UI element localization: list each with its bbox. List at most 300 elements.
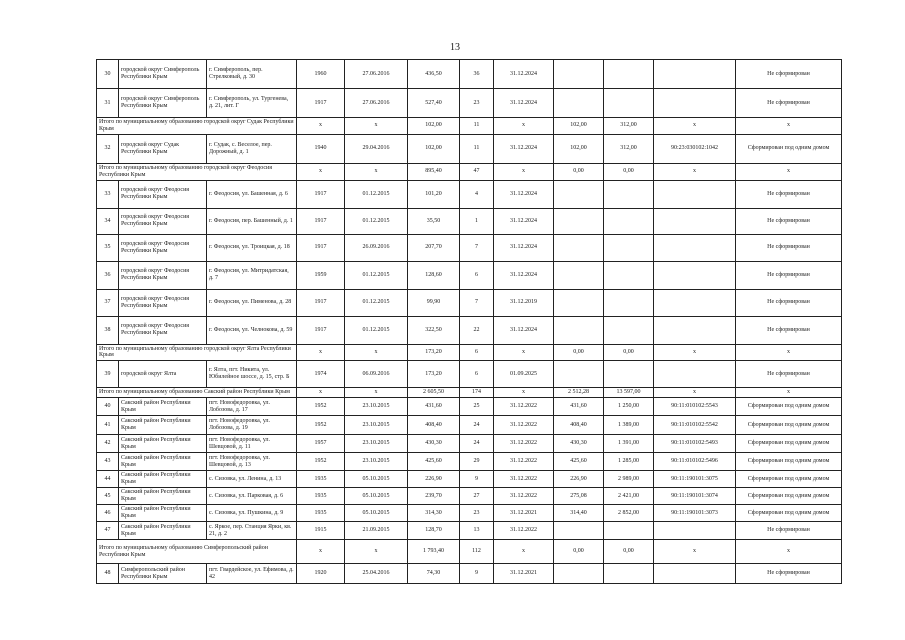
land-size-cell (604, 361, 654, 388)
land-size-cell: 13 597,00 (604, 388, 654, 398)
subtotal-label: Итого по муниципальному образованию городской округ Феодосия Республики Крым (97, 163, 297, 180)
land-status-cell: Не сформирован (736, 261, 842, 289)
residents-count-cell: 4 (460, 180, 494, 208)
area-cell: 74,30 (408, 564, 460, 584)
table-row (97, 488, 842, 505)
resettlement-date-cell: 31.12.2024 (494, 134, 554, 163)
land-size-cell (604, 522, 654, 540)
residents-count-cell: 9 (460, 564, 494, 584)
subtotal-label: Итого по муниципальному образованию городской округ Ялта Республики Крым (97, 344, 297, 361)
land-area-cell: 431,60 (554, 398, 604, 416)
year-cell: 1952 (297, 453, 345, 471)
resettlement-date-cell: 31.12.2021 (494, 505, 554, 522)
residents-count-cell: 27 (460, 488, 494, 505)
land-area-cell: 314,40 (554, 505, 604, 522)
land-size-cell (604, 261, 654, 289)
district-cell: городской округ Феодосия Республики Крым (119, 234, 207, 261)
year-cell: x (297, 118, 345, 135)
land-area-cell: 102,00 (554, 118, 604, 135)
residents-count-cell: 25 (460, 398, 494, 416)
subtotal-label: Итого по муниципальному образованию Сакский район Республики Крым (97, 388, 297, 398)
table-row (97, 208, 842, 234)
cadastral-number-cell: 90:11:010102:5543 (654, 398, 736, 416)
cadastral-number-cell (654, 522, 736, 540)
area-cell: 99,90 (408, 289, 460, 316)
address-cell: с. Сизовка, ул. Пушкина, д. 9 (207, 505, 297, 522)
land-area-cell (554, 289, 604, 316)
area-cell: 408,40 (408, 416, 460, 435)
area-cell: 173,20 (408, 344, 460, 361)
row-number: 44 (97, 471, 119, 488)
area-cell: 425,60 (408, 453, 460, 471)
cadastral-number-cell: 90:11:190101:3075 (654, 471, 736, 488)
row-number: 30 (97, 60, 119, 89)
address-cell: г. Феодосия, ул. Митридатская, д. 7 (207, 261, 297, 289)
year-cell: 1960 (297, 60, 345, 89)
land-size-cell (604, 208, 654, 234)
district-cell: городской округ Симферополь Республики Крым (119, 89, 207, 118)
area-cell: 102,00 (408, 118, 460, 135)
resettlement-date-cell: 31.12.2021 (494, 564, 554, 584)
recognition-date-cell: 23.10.2015 (345, 435, 408, 453)
row-number: 41 (97, 416, 119, 435)
land-size-cell: 1 389,00 (604, 416, 654, 435)
address-cell: г. Феодосия, ул. Пименова, д. 28 (207, 289, 297, 316)
land-area-cell (554, 522, 604, 540)
land-status-cell: Сформирован под одним домом (736, 398, 842, 416)
land-area-cell: 0,00 (554, 163, 604, 180)
land-status-cell: x (736, 540, 842, 564)
district-cell: городской округ Феодосия Республики Крым (119, 316, 207, 344)
residents-count-cell: 36 (460, 60, 494, 89)
residents-count-cell: 7 (460, 289, 494, 316)
land-area-cell (554, 60, 604, 89)
resettlement-date-cell: x (494, 344, 554, 361)
district-cell: Сакский район Республики Крым (119, 453, 207, 471)
page-number: 13 (450, 42, 460, 53)
row-number: 47 (97, 522, 119, 540)
address-cell: г. Судак, с. Веселое, пер. Дорожный, д. 1 (207, 134, 297, 163)
area-cell: 436,50 (408, 60, 460, 89)
residents-count-cell: 24 (460, 435, 494, 453)
cadastral-number-cell: 90:11:010102:5496 (654, 453, 736, 471)
address-cell: г. Феодосия, пер. Башенный, д. 1 (207, 208, 297, 234)
land-area-cell: 0,00 (554, 344, 604, 361)
area-cell: 430,30 (408, 435, 460, 453)
resettlement-date-cell: 31.12.2024 (494, 89, 554, 118)
area-cell: 1 793,40 (408, 540, 460, 564)
residents-count-cell: 23 (460, 89, 494, 118)
table-row (97, 289, 842, 316)
residents-count-cell: 13 (460, 522, 494, 540)
resettlement-date-cell: x (494, 540, 554, 564)
table-row (97, 180, 842, 208)
resettlement-date-cell: 31.12.2024 (494, 316, 554, 344)
row-number: 31 (97, 89, 119, 118)
residents-count-cell: 23 (460, 505, 494, 522)
table-row (97, 89, 842, 118)
recognition-date-cell: 01.12.2015 (345, 289, 408, 316)
land-size-cell: 1 250,00 (604, 398, 654, 416)
land-status-cell: x (736, 163, 842, 180)
land-size-cell: 2 989,00 (604, 471, 654, 488)
year-cell: 1917 (297, 208, 345, 234)
resettlement-date-cell: x (494, 163, 554, 180)
land-status-cell: Не сформирован (736, 289, 842, 316)
land-status-cell: Не сформирован (736, 361, 842, 388)
residents-count-cell: 6 (460, 361, 494, 388)
land-size-cell: 2 421,00 (604, 488, 654, 505)
cadastral-number-cell: x (654, 118, 736, 135)
residents-count-cell: 174 (460, 388, 494, 398)
cadastral-number-cell (654, 180, 736, 208)
area-cell: 35,50 (408, 208, 460, 234)
recognition-date-cell: 05.10.2015 (345, 488, 408, 505)
cadastral-number-cell (654, 234, 736, 261)
district-cell: городской округ Феодосия Республики Крым (119, 289, 207, 316)
resettlement-date-cell: 31.12.2022 (494, 453, 554, 471)
cadastral-number-cell: x (654, 163, 736, 180)
resettlement-date-cell: 31.12.2022 (494, 416, 554, 435)
residents-count-cell: 11 (460, 134, 494, 163)
address-cell: г. Ялта, пгт. Никита, ул. Юбилейное шоссе, д. 15, стр. Б (207, 361, 297, 388)
land-area-cell (554, 180, 604, 208)
recognition-date-cell: x (345, 540, 408, 564)
resettlement-date-cell: 31.12.2022 (494, 435, 554, 453)
year-cell: 1952 (297, 398, 345, 416)
land-status-cell: Сформирован под одним домом (736, 416, 842, 435)
residents-count-cell: 6 (460, 344, 494, 361)
residents-count-cell: 1 (460, 208, 494, 234)
year-cell: 1957 (297, 435, 345, 453)
land-size-cell: 0,00 (604, 163, 654, 180)
cadastral-number-cell: 90:11:190101:3074 (654, 488, 736, 505)
table-row (97, 564, 842, 584)
land-size-cell: 0,00 (604, 344, 654, 361)
address-cell: пгт. Новофедоровка, ул. Лобозова, д. 17 (207, 398, 297, 416)
recognition-date-cell: 23.10.2015 (345, 416, 408, 435)
recognition-date-cell: x (345, 388, 408, 398)
table-row (97, 398, 842, 416)
row-number: 46 (97, 505, 119, 522)
cadastral-number-cell (654, 89, 736, 118)
subtotal-row (97, 388, 842, 398)
cadastral-number-cell: x (654, 388, 736, 398)
cadastral-number-cell: 90:23:030102:1042 (654, 134, 736, 163)
land-status-cell: x (736, 388, 842, 398)
area-cell: 101,20 (408, 180, 460, 208)
resettlement-date-cell: 31.12.2022 (494, 398, 554, 416)
land-status-cell: Не сформирован (736, 522, 842, 540)
row-number: 32 (97, 134, 119, 163)
area-cell: 128,60 (408, 261, 460, 289)
district-cell: Сакский район Республики Крым (119, 435, 207, 453)
subtotal-row (97, 540, 842, 564)
land-size-cell: 1 391,00 (604, 435, 654, 453)
recognition-date-cell: 01.12.2015 (345, 208, 408, 234)
residents-count-cell: 24 (460, 416, 494, 435)
land-size-cell: 1 285,00 (604, 453, 654, 471)
table-row (97, 261, 842, 289)
area-cell: 322,50 (408, 316, 460, 344)
year-cell: 1917 (297, 316, 345, 344)
cadastral-number-cell (654, 564, 736, 584)
recognition-date-cell: 23.10.2015 (345, 398, 408, 416)
district-cell: Сакский район Республики Крым (119, 471, 207, 488)
area-cell: 527,40 (408, 89, 460, 118)
year-cell: 1920 (297, 564, 345, 584)
cadastral-number-cell (654, 316, 736, 344)
area-cell: 239,70 (408, 488, 460, 505)
cadastral-number-cell (654, 361, 736, 388)
address-cell: пгт. Новофедоровка, ул. Шевцовой, д. 13 (207, 453, 297, 471)
table-row (97, 471, 842, 488)
district-cell: городской округ Ялта (119, 361, 207, 388)
resettlement-date-cell: 31.12.2022 (494, 471, 554, 488)
land-status-cell: Не сформирован (736, 316, 842, 344)
land-area-cell: 275,08 (554, 488, 604, 505)
cadastral-number-cell (654, 60, 736, 89)
recognition-date-cell: 23.10.2015 (345, 453, 408, 471)
resettlement-date-cell: 01.09.2025 (494, 361, 554, 388)
district-cell: Сакский район Республики Крым (119, 505, 207, 522)
recognition-date-cell: 27.06.2016 (345, 89, 408, 118)
year-cell: x (297, 540, 345, 564)
year-cell: x (297, 344, 345, 361)
area-cell: 102,00 (408, 134, 460, 163)
row-number: 40 (97, 398, 119, 416)
land-area-cell (554, 261, 604, 289)
area-cell: 314,30 (408, 505, 460, 522)
land-size-cell (604, 60, 654, 89)
table-row (97, 234, 842, 261)
land-status-cell: x (736, 344, 842, 361)
year-cell: 1917 (297, 89, 345, 118)
area-cell: 431,60 (408, 398, 460, 416)
address-cell: г. Симферополь, ул. Тургенева, д. 21, лит. Г (207, 89, 297, 118)
area-cell: 895,40 (408, 163, 460, 180)
year-cell: 1940 (297, 134, 345, 163)
recognition-date-cell: x (345, 118, 408, 135)
land-area-cell (554, 564, 604, 584)
resettlement-date-cell: 31.12.2022 (494, 488, 554, 505)
subtotal-label: Итого по муниципальному образованию Симферопольский район Республики Крым (97, 540, 297, 564)
year-cell: 1935 (297, 471, 345, 488)
land-size-cell (604, 289, 654, 316)
land-status-cell: Не сформирован (736, 234, 842, 261)
area-cell: 2 605,50 (408, 388, 460, 398)
residents-count-cell: 11 (460, 118, 494, 135)
land-status-cell: Не сформирован (736, 564, 842, 584)
district-cell: Сакский район Республики Крым (119, 488, 207, 505)
land-size-cell (604, 180, 654, 208)
table-row (97, 316, 842, 344)
district-cell: городской округ Феодосия Республики Крым (119, 208, 207, 234)
land-area-cell (554, 234, 604, 261)
land-status-cell: Не сформирован (736, 60, 842, 89)
land-status-cell: Сформирован под одним домом (736, 488, 842, 505)
land-status-cell: Сформирован под одним домом (736, 435, 842, 453)
row-number: 35 (97, 234, 119, 261)
row-number: 33 (97, 180, 119, 208)
district-cell: городской округ Симферополь Республики Крым (119, 60, 207, 89)
cadastral-number-cell (654, 289, 736, 316)
cadastral-number-cell (654, 261, 736, 289)
recognition-date-cell: 05.10.2015 (345, 471, 408, 488)
year-cell: x (297, 388, 345, 398)
resettlement-date-cell: 31.12.2024 (494, 208, 554, 234)
recognition-date-cell: 29.04.2016 (345, 134, 408, 163)
row-number: 42 (97, 435, 119, 453)
table-row (97, 522, 842, 540)
area-cell: 226,90 (408, 471, 460, 488)
land-area-cell: 226,90 (554, 471, 604, 488)
cadastral-number-cell: x (654, 344, 736, 361)
recognition-date-cell: 26.09.2016 (345, 234, 408, 261)
row-number: 45 (97, 488, 119, 505)
district-cell: городской округ Феодосия Республики Крым (119, 180, 207, 208)
land-status-cell: x (736, 118, 842, 135)
cadastral-number-cell: 90:11:010102:5542 (654, 416, 736, 435)
land-status-cell: Сформирован под одним домом (736, 471, 842, 488)
row-number: 34 (97, 208, 119, 234)
address-cell: пгт. Новофедоровка, ул. Лобозова, д. 19 (207, 416, 297, 435)
resettlement-date-cell: 31.12.2024 (494, 261, 554, 289)
land-size-cell: 312,00 (604, 134, 654, 163)
cadastral-number-cell: x (654, 540, 736, 564)
year-cell: x (297, 163, 345, 180)
address-cell: г. Феодосия, ул. Башенная, д. 6 (207, 180, 297, 208)
district-cell: Сакский район Республики Крым (119, 398, 207, 416)
address-cell: г. Феодосия, ул. Челнокова, д. 59 (207, 316, 297, 344)
year-cell: 1917 (297, 180, 345, 208)
land-area-cell (554, 361, 604, 388)
recognition-date-cell: 01.12.2015 (345, 316, 408, 344)
subtotal-row (97, 344, 842, 361)
recognition-date-cell: 01.12.2015 (345, 180, 408, 208)
row-number: 48 (97, 564, 119, 584)
year-cell: 1917 (297, 289, 345, 316)
area-cell: 128,70 (408, 522, 460, 540)
residents-count-cell: 7 (460, 234, 494, 261)
address-cell: г. Симферополь, пер. Стрелковый, д. 30 (207, 60, 297, 89)
recognition-date-cell: 27.06.2016 (345, 60, 408, 89)
resettlement-date-cell: 31.12.2024 (494, 234, 554, 261)
year-cell: 1959 (297, 261, 345, 289)
address-cell: с. Сизовка, ул. Ленина, д. 13 (207, 471, 297, 488)
land-status-cell: Сформирован под одним домом (736, 505, 842, 522)
resettlement-date-cell: x (494, 388, 554, 398)
land-status-cell: Сформирован под одним домом (736, 453, 842, 471)
land-size-cell (604, 89, 654, 118)
area-cell: 207,70 (408, 234, 460, 261)
land-area-cell (554, 208, 604, 234)
table-row (97, 435, 842, 453)
row-number: 37 (97, 289, 119, 316)
address-cell: пгт. Новофедоровка, ул. Шевцовой, д. 11 (207, 435, 297, 453)
land-status-cell: Не сформирован (736, 208, 842, 234)
resettlement-date-cell: 31.12.2022 (494, 522, 554, 540)
district-cell: городской округ Феодосия Республики Крым (119, 261, 207, 289)
table-row (97, 134, 842, 163)
row-number: 39 (97, 361, 119, 388)
area-cell: 173,20 (408, 361, 460, 388)
table-row (97, 361, 842, 388)
land-status-cell: Не сформирован (736, 180, 842, 208)
year-cell: 1952 (297, 416, 345, 435)
land-size-cell: 0,00 (604, 540, 654, 564)
recognition-date-cell: 01.12.2015 (345, 261, 408, 289)
address-cell: с. Сизовка, ул. Парковая, д. 6 (207, 488, 297, 505)
subtotal-row (97, 163, 842, 180)
district-cell: Симферопольский район Республики Крым (119, 564, 207, 584)
recognition-date-cell: 21.09.2015 (345, 522, 408, 540)
housing-registry-table (96, 59, 842, 584)
table-row (97, 416, 842, 435)
row-number: 36 (97, 261, 119, 289)
district-cell: городской округ Судак Республики Крым (119, 134, 207, 163)
subtotal-label: Итого по муниципальному образованию городской округ Судак Республики Крым (97, 118, 297, 135)
district-cell: Сакский район Республики Крым (119, 522, 207, 540)
cadastral-number-cell (654, 208, 736, 234)
land-area-cell: 102,00 (554, 134, 604, 163)
residents-count-cell: 47 (460, 163, 494, 180)
year-cell: 1974 (297, 361, 345, 388)
table-row (97, 505, 842, 522)
table-row (97, 60, 842, 89)
recognition-date-cell: 25.04.2016 (345, 564, 408, 584)
land-area-cell: 430,30 (554, 435, 604, 453)
land-area-cell (554, 316, 604, 344)
resettlement-date-cell: 31.12.2019 (494, 289, 554, 316)
residents-count-cell: 6 (460, 261, 494, 289)
land-area-cell: 0,00 (554, 540, 604, 564)
land-status-cell: Не сформирован (736, 89, 842, 118)
land-size-cell: 312,00 (604, 118, 654, 135)
land-area-cell: 2 512,28 (554, 388, 604, 398)
recognition-date-cell: 06.09.2016 (345, 361, 408, 388)
land-area-cell (554, 89, 604, 118)
residents-count-cell: 112 (460, 540, 494, 564)
land-area-cell: 425,60 (554, 453, 604, 471)
subtotal-row (97, 118, 842, 135)
district-cell: Сакский район Республики Крым (119, 416, 207, 435)
cadastral-number-cell: 90:11:010102:5493 (654, 435, 736, 453)
year-cell: 1915 (297, 522, 345, 540)
table-body (97, 60, 842, 584)
row-number: 43 (97, 453, 119, 471)
table-row (97, 453, 842, 471)
year-cell: 1935 (297, 505, 345, 522)
land-size-cell (604, 316, 654, 344)
land-size-cell (604, 234, 654, 261)
year-cell: 1935 (297, 488, 345, 505)
address-cell: с. Яркое, пер. Станция Ярки, кв. 21, д. 2 (207, 522, 297, 540)
land-status-cell: Сформирован под одним домом (736, 134, 842, 163)
residents-count-cell: 22 (460, 316, 494, 344)
resettlement-date-cell: 31.12.2024 (494, 180, 554, 208)
year-cell: 1917 (297, 234, 345, 261)
land-area-cell: 408,40 (554, 416, 604, 435)
resettlement-date-cell: 31.12.2024 (494, 60, 554, 89)
land-size-cell (604, 564, 654, 584)
resettlement-date-cell: x (494, 118, 554, 135)
land-size-cell: 2 852,00 (604, 505, 654, 522)
row-number: 38 (97, 316, 119, 344)
cadastral-number-cell: 90:11:190101:3073 (654, 505, 736, 522)
recognition-date-cell: 05.10.2015 (345, 505, 408, 522)
residents-count-cell: 9 (460, 471, 494, 488)
